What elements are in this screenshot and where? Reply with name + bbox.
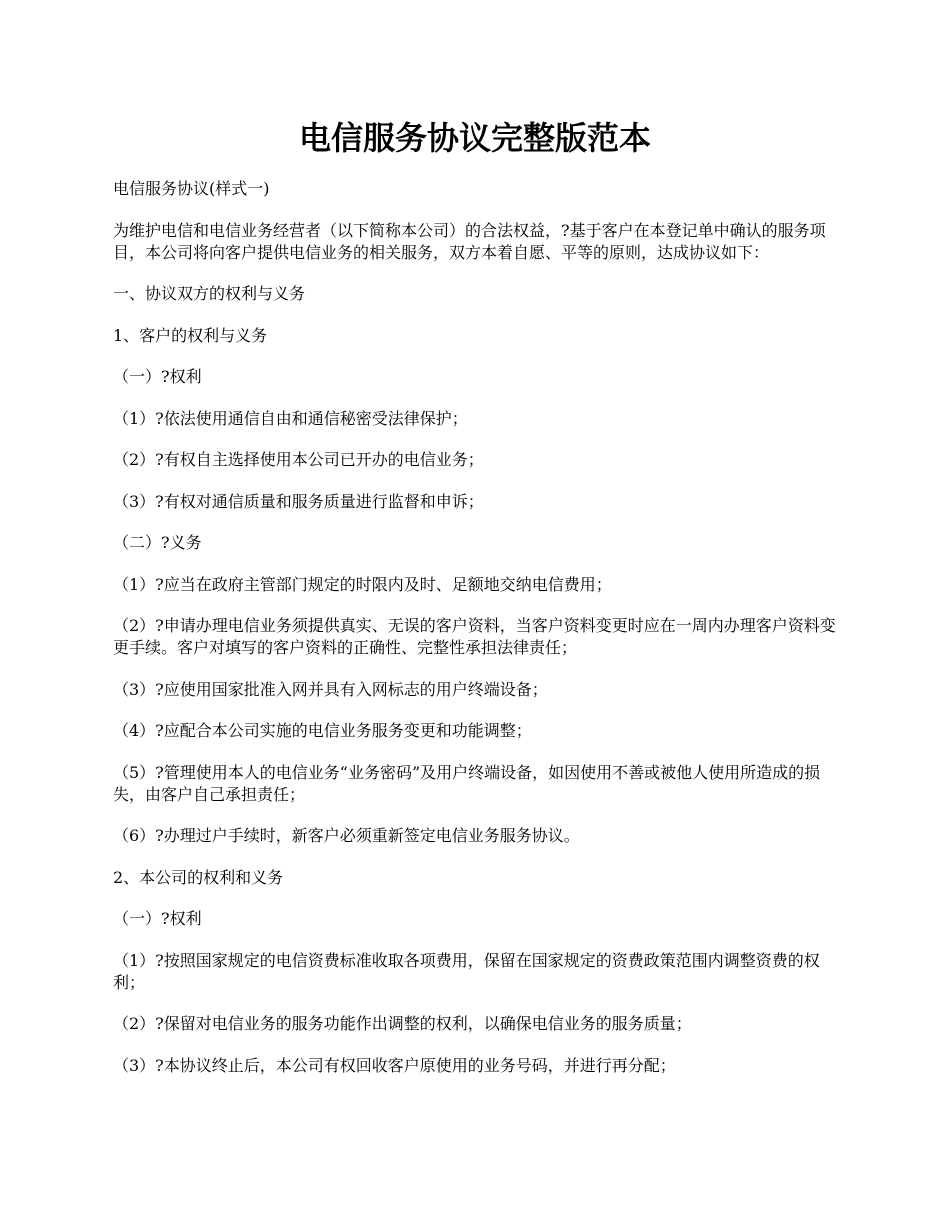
clause-item: （4）?应配合本公司实施的电信业务服务变更和功能调整； bbox=[113, 721, 532, 740]
clause-heading: （二）?义务 bbox=[113, 533, 202, 552]
clause-item: （3）?有权对通信质量和服务质量进行监督和申诉； bbox=[113, 491, 484, 511]
clause-item: （1）?依法使用通信自由和通信秘密受法律保护； bbox=[113, 408, 468, 428]
clause-item: （1）?应当在政府主管部门规定的时限内及时、足额地交纳电信费用； bbox=[113, 574, 612, 594]
document-body bbox=[113, 178, 843, 1096]
clause-item: （2）?保留对电信业务的服务功能作出调整的权利，以确保电信业务的服务质量； bbox=[113, 1014, 692, 1033]
subsection-heading: 2、本公司的权利和义务 bbox=[113, 867, 284, 887]
clause-item: （3）?本协议终止后，本公司有权回收客户原使用的业务号码，并进行再分配； bbox=[113, 1055, 676, 1075]
paragraph-intro: 为维护电信和电信业务经营者（以下简称本公司）的合法权益，?基于客户在本登记单中确认的服务项目，本公司将向客户提供电信业务的相关服务，双方本着自愿、平等的原则，达成协议如下： bbox=[113, 220, 826, 262]
clause-item: （2）?申请办理电信业务须提供真实、无误的客户资料，当客户资料变更时应在一周内办理客户资料变更手续。客户对填写的客户资料的正确性、完整性承担法律责任； bbox=[113, 616, 836, 657]
clause-item: （2）?有权自主选择使用本公司已开办的电信业务； bbox=[113, 450, 484, 469]
clause-item: （1）?按照国家规定的电信资费标准收取各项费用，保留在国家规定的资费政策范围内调整资费的权利； bbox=[113, 950, 820, 992]
document-title: 电信服务协议完整版范本 bbox=[298, 119, 651, 157]
clause-item: （3）?应使用国家批准入网并具有入网标志的用户终端设备； bbox=[113, 679, 548, 699]
subsection-heading: 1、客户的权利与义务 bbox=[113, 325, 268, 345]
clause-item: （5）?管理使用本人的电信业务“业务密码”及用户终端设备，如因使用不善或被他人使用所造成的损失，由客户自己承担责任； bbox=[113, 762, 821, 804]
section-heading: 一、协议双方的权利与义务 bbox=[113, 284, 306, 303]
clause-heading: （一）?权利 bbox=[113, 367, 202, 386]
paragraph-subtitle: 电信服务协议(样式一) bbox=[113, 179, 270, 198]
clause-heading: （一）?权利 bbox=[113, 909, 202, 928]
clause-item: （6）?办理过户手续时，新客户必须重新签定电信业务服务协议。 bbox=[113, 826, 580, 845]
